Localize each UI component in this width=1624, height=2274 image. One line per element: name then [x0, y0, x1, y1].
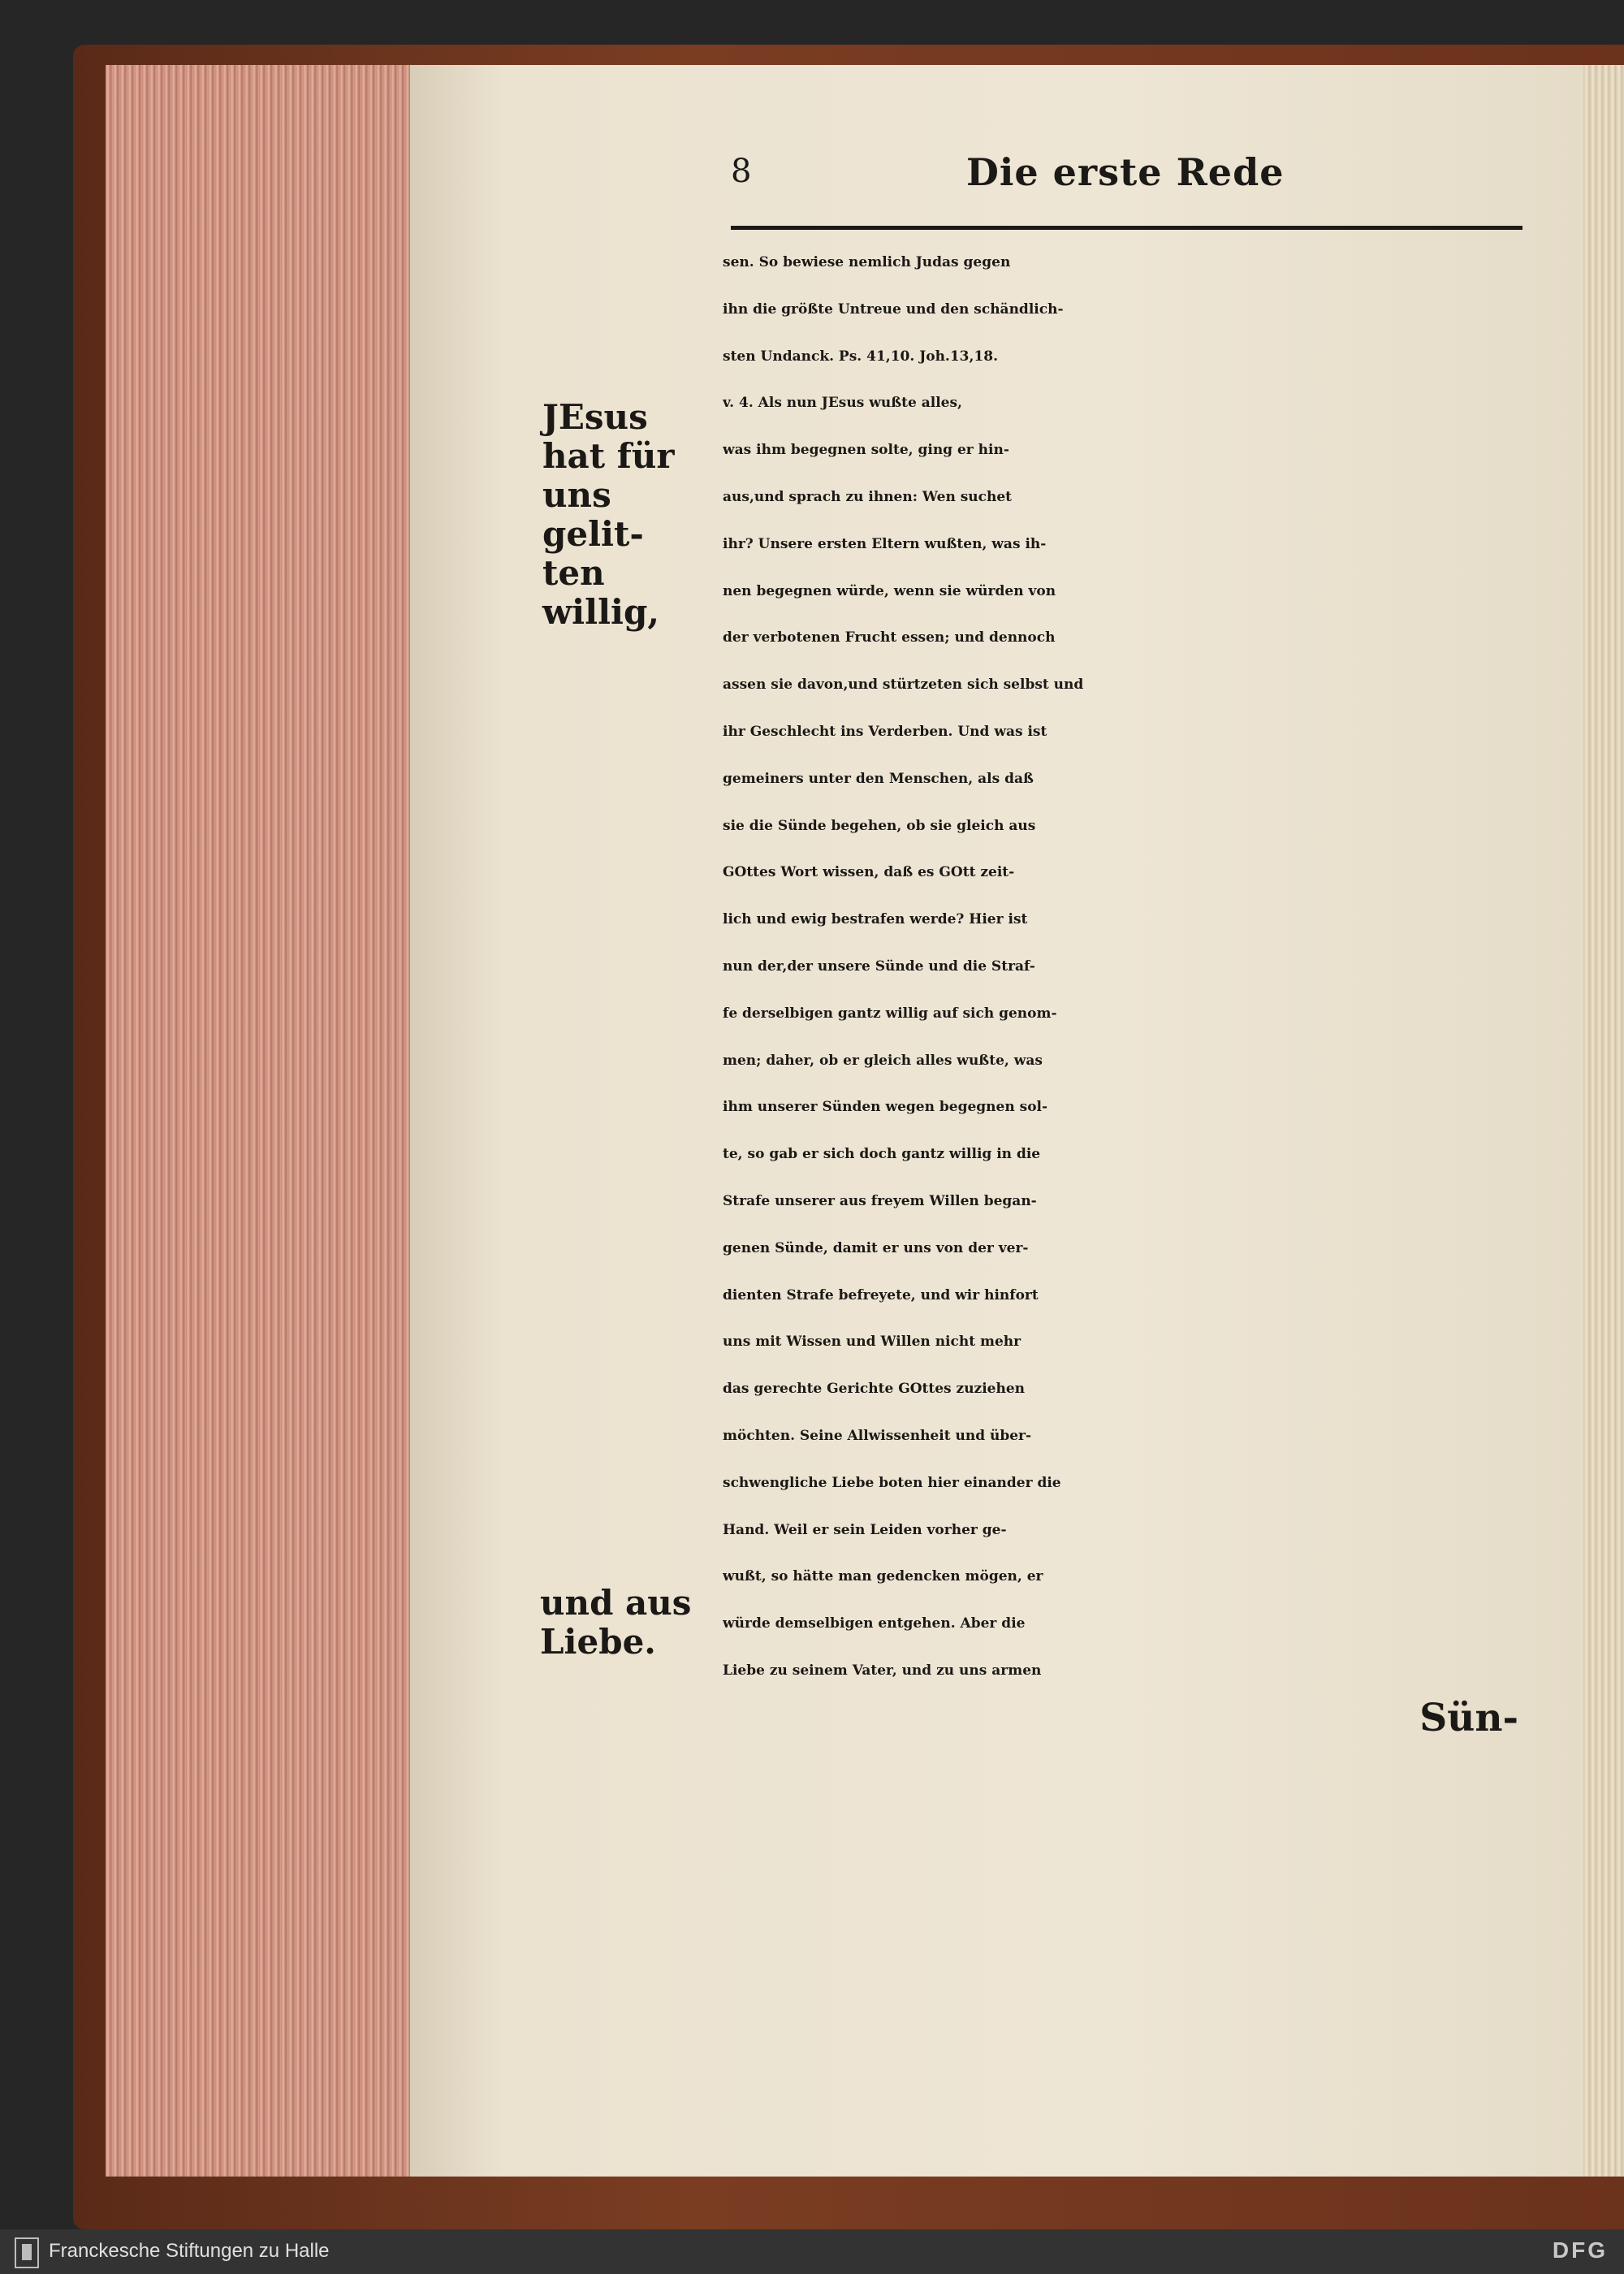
text-line: GOttes Wort wissen, daß es GOtt zeit- — [723, 864, 1015, 881]
text-line: genen Sünde, damit er uns von der ver- — [723, 1239, 1029, 1256]
text-line: schwengliche Liebe boten hier einander die — [723, 1474, 1061, 1491]
text-line: Strafe unserer aus freyem Willen began- — [723, 1192, 1037, 1209]
text-line: fe derselbigen gantz willig auf sich genom- — [723, 1005, 1057, 1022]
running-title: Die erste Rede — [966, 150, 1285, 194]
page-edges-right — [1583, 65, 1624, 2177]
text-line: Hand. Weil er sein Leiden vorher ge- — [723, 1521, 1007, 1538]
page-number: 8 — [731, 153, 752, 190]
text-line: lich und ewig bestrafen werde? Hier ist — [723, 911, 1028, 928]
text-line: ihm unserer Sünden wegen begegnen sol- — [723, 1099, 1048, 1116]
institution-logo-icon — [15, 2237, 39, 2268]
text-line: was ihm begegnen solte, ging er hin- — [723, 442, 1009, 459]
text-line: sen. So bewiese nemlich Judas gegen — [723, 254, 1011, 270]
text-line: te, so gab er sich doch gantz willig in die — [723, 1146, 1041, 1163]
margin-note-line: und aus — [540, 1583, 692, 1623]
margin-note-jesus — [542, 398, 721, 632]
header-rule — [731, 226, 1522, 230]
catchword: Sün- — [1419, 1695, 1518, 1740]
page-edges-left — [106, 65, 417, 2177]
text-line: ihr Geschlecht ins Verderben. Und was ist — [723, 723, 1047, 740]
text-line: gemeiners unter den Menschen, als daß — [723, 770, 1034, 787]
margin-note-line: uns gelit- — [542, 475, 644, 554]
text-line: würde demselbigen entgehen. Aber die — [723, 1615, 1026, 1632]
text-line: der verbotenen Frucht essen; und dennoch — [723, 629, 1056, 646]
margin-note-line: ten willig, — [542, 553, 659, 632]
margin-note-line: JEsus — [542, 397, 648, 437]
text-line: assen sie davon,und stürtzeten sich selbst und — [723, 677, 1084, 694]
text-line: sten Undanck. Ps. 41,10. Joh.13,18. — [723, 348, 999, 365]
text-line: uns mit Wissen und Willen nicht mehr — [723, 1334, 1021, 1351]
text-line: nen begegnen würde, wenn sie würden von — [723, 582, 1056, 599]
text-line: aus,und sprach zu ihnen: Wen suchet — [723, 488, 1013, 505]
text-line: möchten. Seine Allwissenheit und über- — [723, 1427, 1032, 1444]
text-line: nun der,der unsere Sünde und die Straf- — [723, 958, 1035, 975]
text-line: das gerechte Gerichte GOttes zuziehen — [723, 1381, 1026, 1398]
margin-note-liebe — [540, 1584, 719, 1662]
institution-name: Franckesche Stiftungen zu Halle — [49, 2240, 330, 2262]
footer-bar — [0, 2229, 1624, 2274]
text-line: sie die Sünde begehen, ob sie gleich aus — [723, 817, 1036, 834]
text-line: dienten Strafe befreyete, und wir hinfort — [723, 1286, 1039, 1303]
text-line: ihr? Unsere ersten Eltern wußten, was ih- — [723, 535, 1047, 552]
dfg-logo: DFG — [1552, 2237, 1608, 2263]
text-line: wußt, so hätte man gedencken mögen, er — [723, 1568, 1043, 1585]
text-line: Liebe zu seinem Vater, und zu uns armen — [723, 1662, 1042, 1679]
text-line: men; daher, ob er gleich alles wußte, was — [723, 1052, 1043, 1069]
text-line: v. 4. Als nun JEsus wußte alles, — [723, 395, 962, 412]
margin-note-line: Liebe. — [540, 1622, 656, 1662]
margin-note-line: hat für — [542, 436, 675, 476]
body-text — [723, 240, 1535, 1742]
text-line: ihn die größte Untreue und den schändlich- — [723, 300, 1064, 318]
